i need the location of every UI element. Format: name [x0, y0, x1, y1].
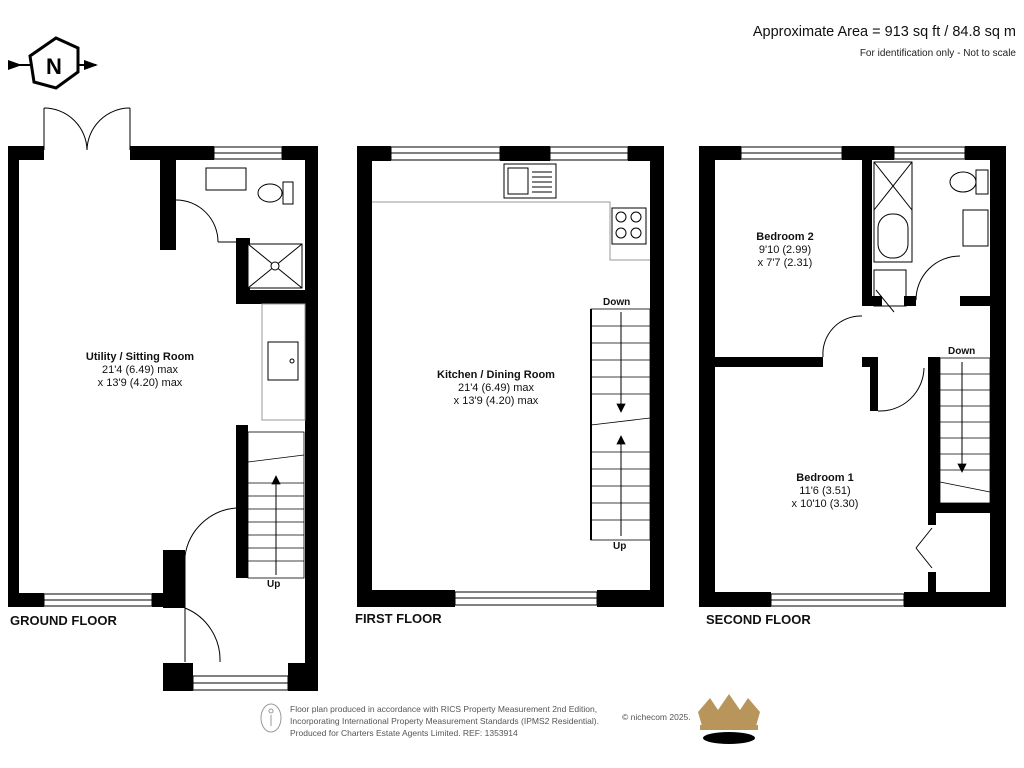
staircase-icon [940, 358, 990, 503]
shower-tray-icon [248, 244, 302, 288]
first-stairs-down-label: Down [603, 297, 631, 308]
compass-letter: N [46, 54, 62, 79]
toilet-icon [950, 172, 976, 192]
room-dimension: 11'6 (3.51) [799, 485, 851, 497]
room-dimension: 9'10 (2.99) [758, 244, 812, 256]
room-name: Kitchen / Dining Room [437, 369, 555, 381]
second-floor-label: SECOND FLOOR [706, 612, 811, 627]
bedroom-2-label [735, 231, 835, 270]
footer-line: Produced for Charters Estate Agents Limited. REF: 1353914 [290, 728, 518, 738]
kitchen-dining-room-label [416, 369, 576, 408]
second-floor-plan [699, 146, 1006, 607]
toilet-icon [258, 184, 282, 202]
identification-note: For identification only - Not to scale [859, 48, 1016, 59]
room-dimension: x 13'9 (4.20) max [453, 395, 539, 407]
bedroom-1-label [770, 472, 880, 511]
crown-logo-icon [698, 694, 760, 744]
person-icon [261, 704, 281, 732]
room-dimension: x 10'10 (3.30) [791, 498, 859, 510]
french-door-icon [44, 108, 130, 150]
hob-icon [612, 208, 646, 244]
basin-icon [963, 210, 988, 246]
staircase-icon [591, 309, 650, 540]
room-name: Bedroom 1 [796, 472, 854, 484]
room-dimension: 21'4 (6.49) max [457, 382, 535, 394]
ground-floor-label: GROUND FLOOR [10, 613, 117, 628]
kitchen-worktop [372, 202, 650, 260]
north-arrow-icon [8, 38, 98, 88]
wc-basin-icon [206, 168, 246, 190]
footer-line: Incorporating International Property Measurement Standards (IPMS2 Residential). [290, 716, 599, 726]
staircase-icon [248, 432, 304, 578]
ground-floor-plan [8, 108, 318, 691]
room-dimension: x 7'7 (2.31) [757, 257, 813, 269]
utility-sitting-room-label [60, 351, 220, 390]
utility-sink-icon [268, 342, 298, 380]
approximate-area: Approximate Area = 913 sq ft / 84.8 sq m [752, 24, 1016, 40]
front-door-icon [185, 508, 236, 662]
second-stairs-down-label: Down [948, 346, 976, 357]
room-name: Bedroom 2 [756, 231, 814, 243]
door-swing-icon [176, 200, 236, 242]
room-dimension: 21'4 (6.49) max [101, 364, 179, 376]
first-floor-label: FIRST FLOOR [355, 611, 442, 626]
ground-stairs-up-label: Up [267, 579, 281, 590]
copyright-text: © nichecom 2025. [622, 712, 691, 722]
room-name: Utility / Sitting Room [85, 351, 195, 363]
first-stairs-up-label: Up [613, 541, 627, 552]
kitchen-sink-icon [504, 164, 556, 198]
room-dimension: x 13'9 (4.20) max [97, 377, 183, 389]
footer-line: Floor plan produced in accordance with RICS Property Measurement 2nd Edition, [290, 704, 598, 714]
footer-disclaimer [290, 703, 599, 739]
